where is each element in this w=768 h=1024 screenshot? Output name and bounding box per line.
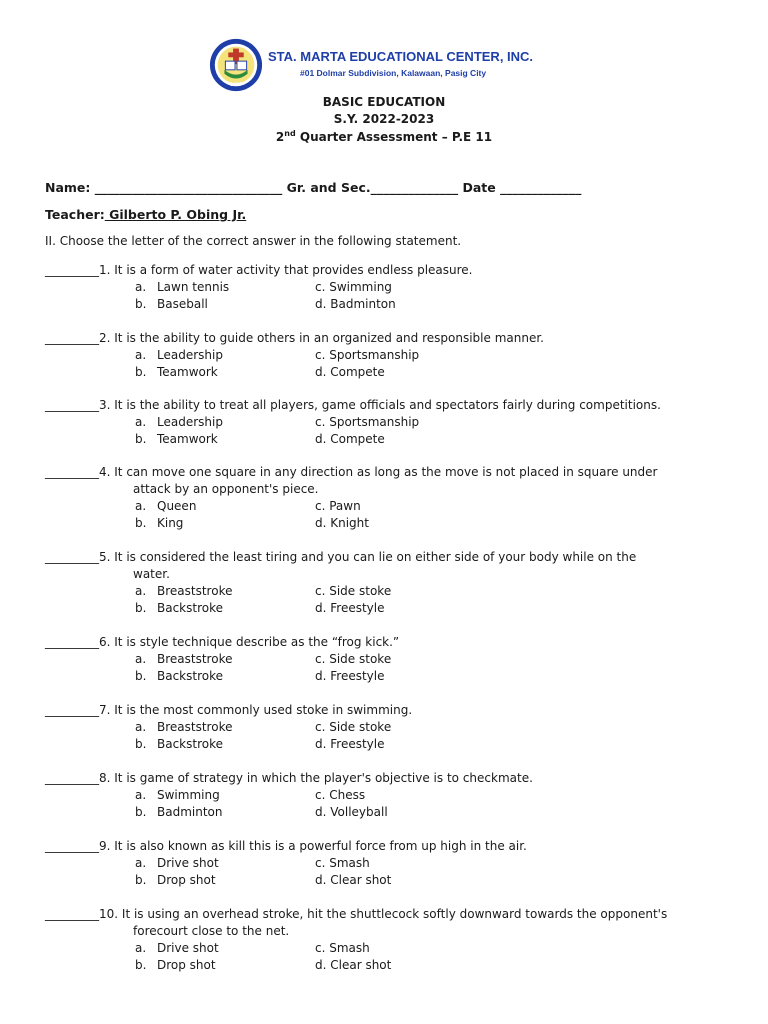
option-c: c. Smash [315,941,370,955]
title-assessment [0,129,768,144]
option-letter: a. [135,652,147,666]
option-letter: b. [135,737,147,751]
option-d: d. Volleyball [315,805,388,819]
question-text-continued: attack by an opponent's piece. [133,482,319,496]
option-b [135,957,216,974]
instructions: II. Choose the letter of the correct answer in the following statement. [45,234,462,248]
question-text: _________9. It is also known as kill this is a powerful force from up high in the air. [45,839,527,853]
option-text: Leadership [157,415,223,429]
question-text-continued: water. [133,567,170,581]
option-b [135,668,223,685]
option-letter: b. [135,365,147,379]
option-text: King [157,516,184,530]
student-info-fields: Name: ______________________________ Gr. and Sec.______________ Date _____________ [45,180,582,195]
teacher-label: Teacher: [45,207,105,222]
question-text: _________2. It is the ability to guide others in an organized and responsible manner. [45,331,544,345]
option-text: Backstroke [157,669,224,683]
option-text: Drop shot [157,958,216,972]
option-text: Breaststroke [157,720,233,734]
school-logo-icon [207,37,265,93]
option-letter: b. [135,958,147,972]
option-d: d. Clear shot [315,873,392,887]
option-d: d. Freestyle [315,601,385,615]
option-d: d. Freestyle [315,737,385,751]
option-c: c. Side stoke [315,720,392,734]
option-text: Baseball [157,297,208,311]
option-letter: b. [135,873,147,887]
option-text: Teamwork [157,432,218,446]
question-item [45,702,725,753]
answer-options [45,651,725,685]
option-letter: b. [135,516,147,530]
question-item [45,838,725,889]
option-letter: a. [135,584,147,598]
option-text: Backstroke [157,737,224,751]
option-a [135,279,229,296]
option-text: Drive shot [157,941,219,955]
answer-options [45,414,725,448]
option-a [135,347,223,364]
option-letter: a. [135,788,147,802]
question-text-continued: forecourt close to the net. [133,924,290,938]
option-letter: b. [135,297,147,311]
teacher-line [45,207,246,222]
answer-options [45,855,725,889]
option-text: Drop shot [157,873,216,887]
option-b [135,872,216,889]
option-b [135,600,223,617]
answer-options [45,787,725,821]
logo-year: 1987 [229,83,243,89]
option-a [135,940,219,957]
teacher-name: Gilberto P. Obing Jr. [104,207,247,222]
question-text: _________1. It is a form of water activity that provides endless pleasure. [45,263,473,277]
answer-options [45,279,725,313]
option-d: d. Compete [315,432,385,446]
option-text: Lawn tennis [157,280,230,294]
option-text: Drive shot [157,856,219,870]
question-text: _________8. It is game of strategy in which the player's objective is to checkmate. [45,771,533,785]
option-c: c. Side stoke [315,584,392,598]
question-text: _________3. It is the ability to treat all players, game officials and spectators fairly during competitions. [45,398,661,412]
option-letter: a. [135,415,147,429]
option-c: c. Sportsmanship [315,415,420,429]
option-b [135,736,223,753]
question-item [45,464,725,532]
option-c: c. Swimming [315,280,392,294]
school-name: STA. MARTA EDUCATIONAL CENTER, INC. [268,49,534,64]
option-letter: a. [135,348,147,362]
question-item [45,397,725,448]
option-text: Leadership [157,348,223,362]
title-quarter-number: 2 [275,130,285,144]
option-a [135,498,196,515]
question-item [45,770,725,821]
answer-options [45,583,725,617]
question-text: _________10. It is using an overhead stroke, hit the shuttlecock softly downward towards the opponent's [45,907,668,921]
title-quarter-suffix: nd [284,129,296,138]
option-letter: b. [135,432,147,446]
option-text: Swimming [157,788,220,802]
question-text: _________6. It is style technique describe as the “frog kick.” [45,635,400,649]
option-a [135,651,232,668]
option-d: d. Knight [315,516,369,530]
option-a [135,855,219,872]
option-d: d. Freestyle [315,669,385,683]
option-letter: a. [135,499,147,513]
option-text: Breaststroke [157,652,233,666]
question-item [45,330,725,381]
option-c: c. Chess [315,788,366,802]
school-header [207,37,567,93]
option-letter: b. [135,805,147,819]
title-school-year: S.Y. 2022-2023 [333,112,435,126]
option-a [135,414,223,431]
option-c: c. Pawn [315,499,361,513]
school-address: #01 Dolmar Subdivision, Kalawaan, Pasig City [300,68,487,78]
option-d: d. Badminton [315,297,396,311]
option-letter: a. [135,941,147,955]
question-item [45,262,725,313]
question-item [45,906,725,974]
option-letter: b. [135,601,147,615]
title-basic-education: BASIC EDUCATION [322,95,446,109]
option-letter: a. [135,720,147,734]
option-letter: a. [135,280,147,294]
option-c: c. Sportsmanship [315,348,420,362]
answer-options [45,940,725,974]
option-a [135,719,232,736]
option-a [135,787,220,804]
option-letter: a. [135,856,147,870]
question-item [45,549,725,617]
option-text: Queen [157,499,197,513]
option-d: d. Compete [315,365,385,379]
option-text: Breaststroke [157,584,233,598]
option-text: Teamwork [157,365,218,379]
option-letter: b. [135,669,147,683]
question-item [45,634,725,685]
option-b [135,515,183,532]
answer-options [45,347,725,381]
option-c: c. Side stoke [315,652,392,666]
question-text: _________5. It is considered the least tiring and you can lie on either side of your body while on the [45,550,637,564]
question-text: _________4. It can move one square in any direction as long as the move is not placed in square under [45,465,658,479]
option-b [135,431,218,448]
option-b [135,804,222,821]
option-c: c. Smash [315,856,370,870]
question-text: _________7. It is the most commonly used stoke in swimming. [45,703,413,717]
option-b [135,296,208,313]
option-text: Badminton [157,805,223,819]
answer-options [45,498,725,532]
option-text: Backstroke [157,601,224,615]
option-b [135,364,218,381]
option-a [135,583,232,600]
answer-options [45,719,725,753]
title-assessment-text: Quarter Assessment – P.E 11 [295,130,493,144]
option-d: d. Clear shot [315,958,392,972]
